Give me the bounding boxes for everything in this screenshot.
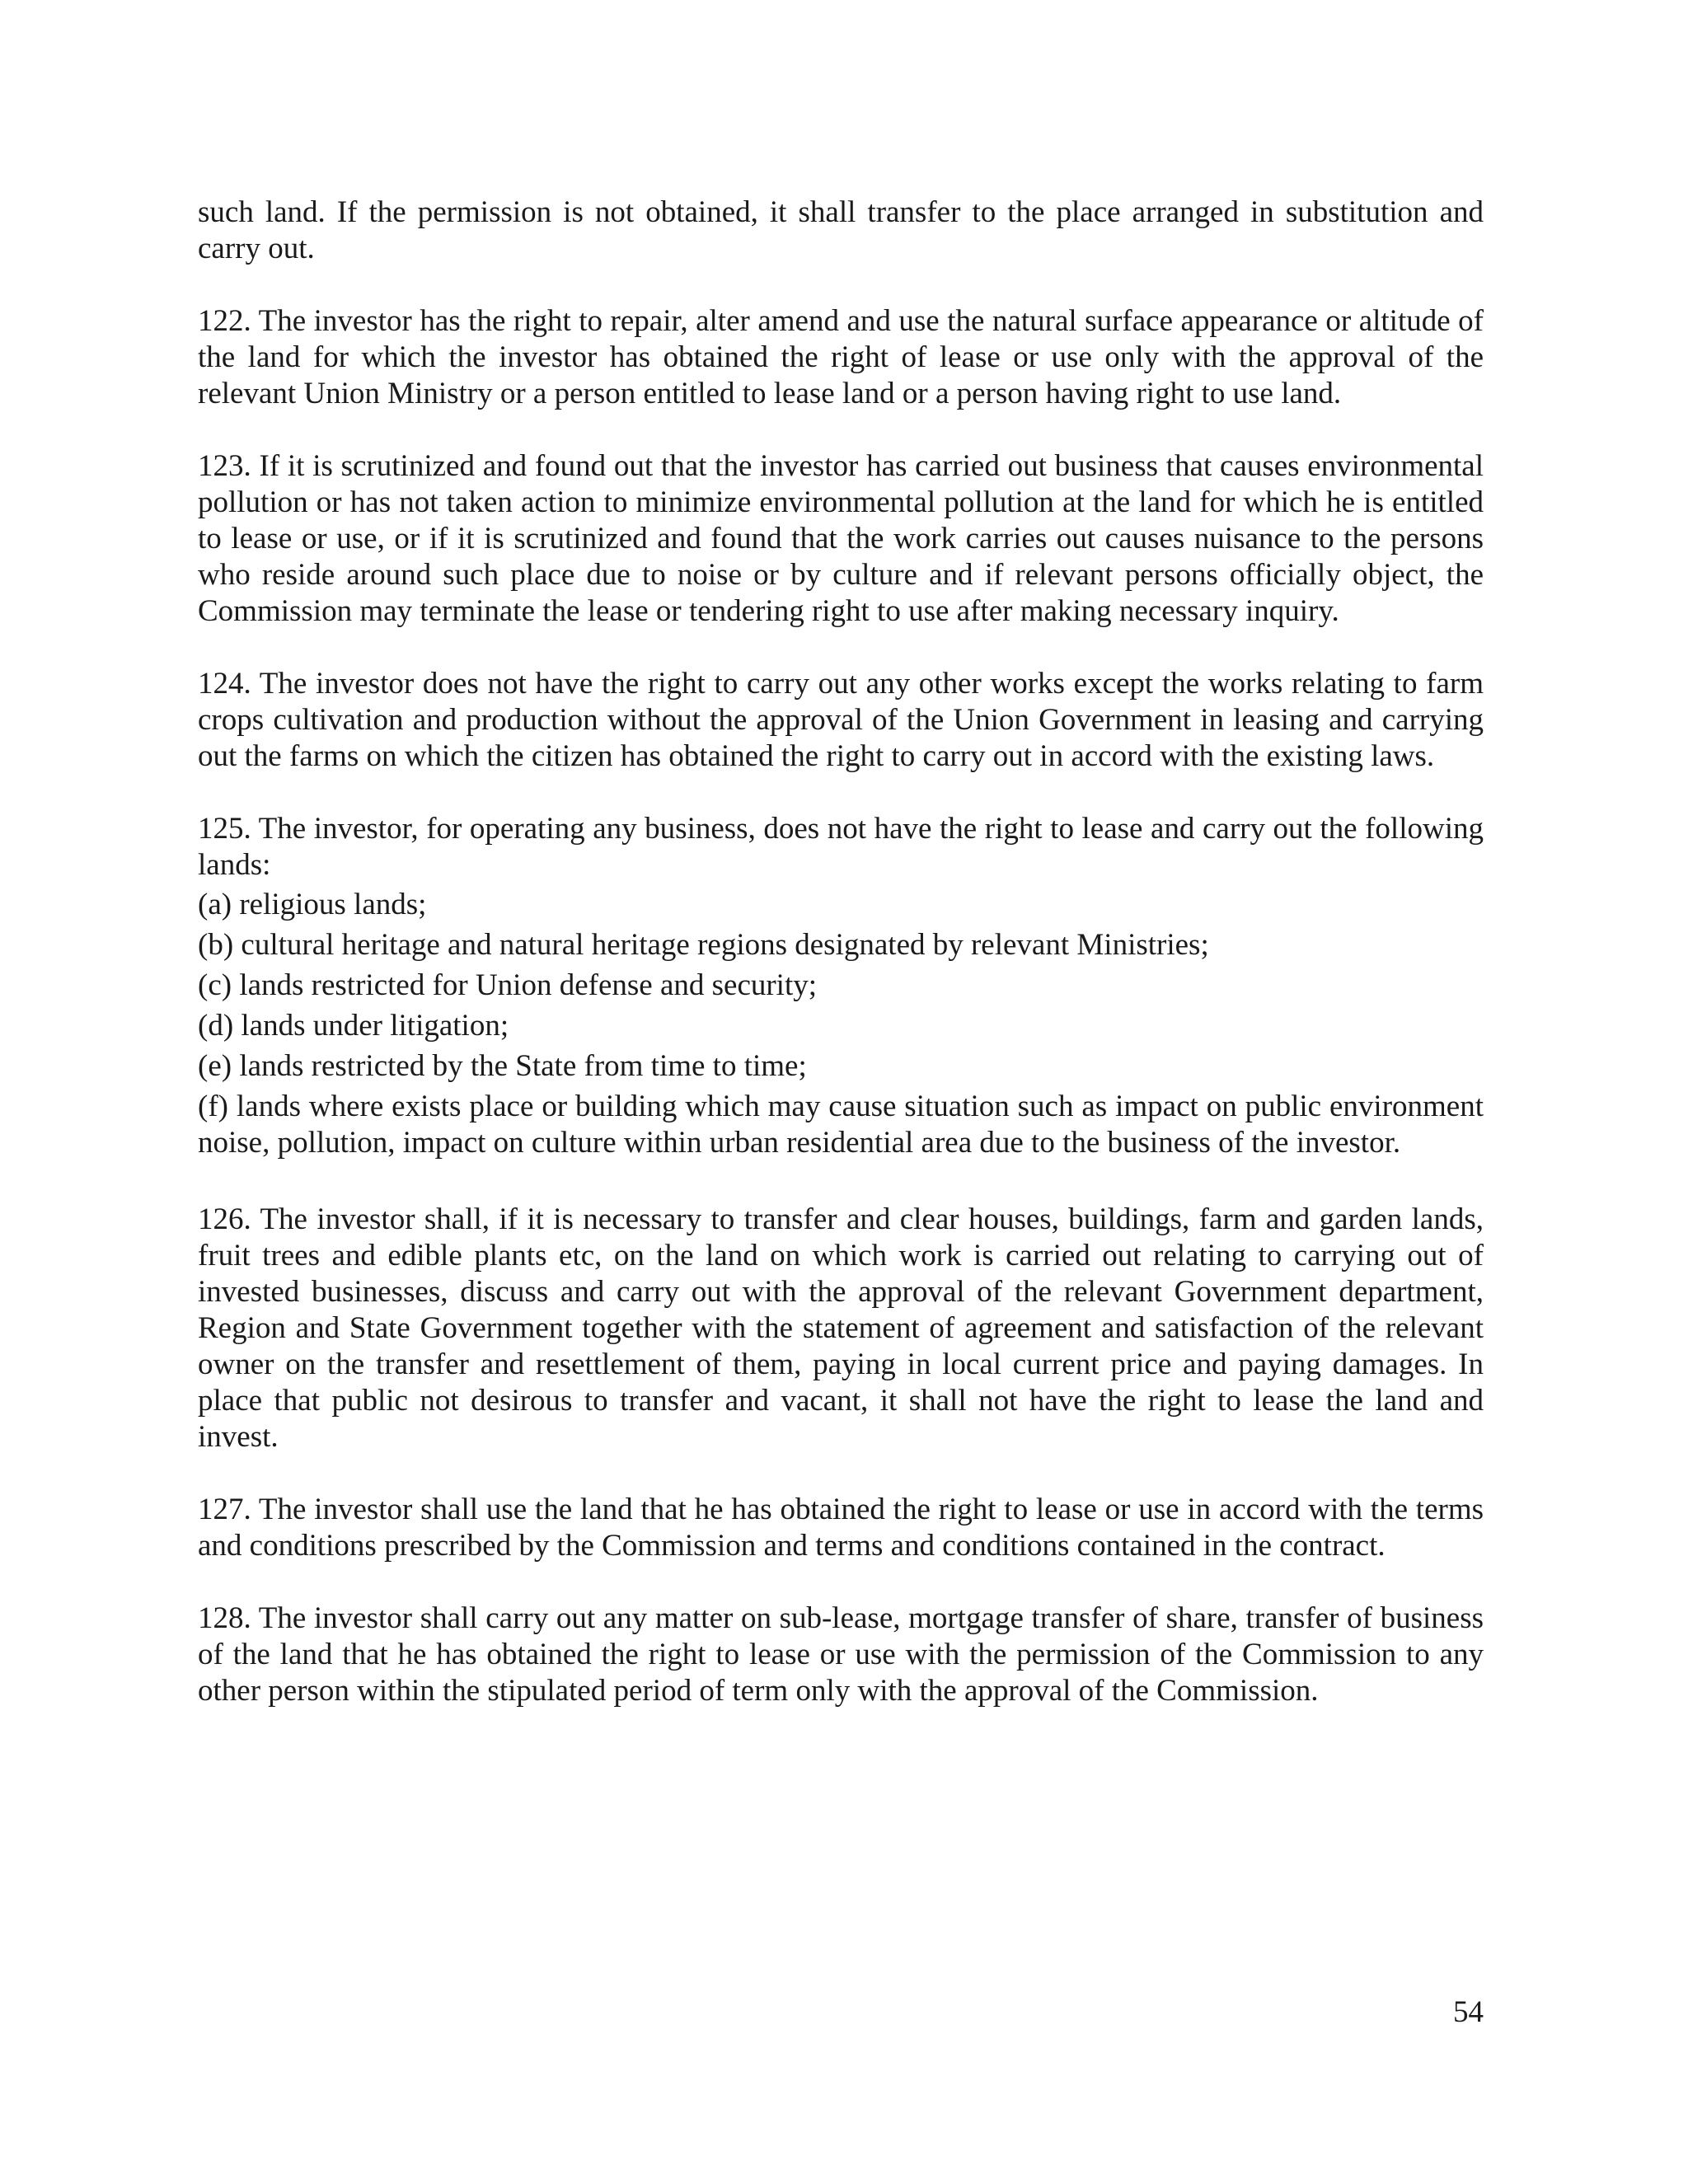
paragraph-127: 127. The investor shall use the land that he has obtained the right to lease or use in accord with the terms and conditions prescribed by the Commission and terms and conditions contained in the contract. bbox=[198, 1493, 1484, 1563]
paragraph-125: 125. The investor, for operating any business, does not have the right to lease and carry out the following lands: bbox=[198, 812, 1484, 882]
paragraph-123: 123. If it is scrutinized and found out that the investor has carried out business that causes environmental pollution or has not taken action to minimize environmental pollution at the land for which he is entitled to lease or use, or if it is scrutinized and found that the work carries out causes nuisance to the persons who reside around such place due to noise or by culture and if relevant persons officially object, the Commission may terminate the lease or tendering right to use after making necessary inquiry. bbox=[198, 449, 1484, 628]
list-item: (d) lands under litigation; bbox=[198, 1009, 509, 1043]
restricted-lands-list bbox=[198, 887, 1484, 1165]
list-item: (e) lands restricted by the State from time to time; bbox=[198, 1049, 807, 1083]
paragraph-126: 126. The investor shall, if it is necessary to transfer and clear houses, buildings, farm and garden lands, fruit trees and edible plants etc, on the land on which work is carried out relating to carrying out of invested businesses, discuss and carry out with the approval of the relevant Government department, Region and State Government together with the statement of agreement and satisfaction of the relevant owner on the transfer and resettlement of them, paying in local current price and paying damages. In place that public not desirous to transfer and vacant, it shall not have the right to lease the land and invest. bbox=[198, 1202, 1484, 1454]
list-item: (a) religious lands; bbox=[198, 888, 427, 921]
page-number: 54 bbox=[1453, 1995, 1484, 2029]
list-item: (b) cultural heritage and natural heritage regions designated by relevant Ministries; bbox=[198, 928, 1209, 962]
paragraph-124: 124. The investor does not have the right to carry out any other works except the works relating to farm crops cultivation and production without the approval of the Union Government in leasing and carrying out the farms on which the citizen has obtained the right to carry out in accord with the existing laws. bbox=[198, 667, 1484, 773]
paragraph-continuation: such land. If the permission is not obtained, it shall transfer to the place arranged in substitution and carry out. bbox=[198, 195, 1484, 265]
paragraph-122: 122. The investor has the right to repair, alter amend and use the natural surface appearance or altitude of the land for which the investor has obtained the right of lease or use only with the approval of the relevant Union Ministry or a person entitled to lease land or a person having right to use land. bbox=[198, 304, 1484, 410]
document-body bbox=[198, 194, 1484, 1746]
paragraph-128: 128. The investor shall carry out any matter on sub-lease, mortgage transfer of share, transfer of business of the land that he has obtained the right to lease or use with the permission of the Commission to any other person within the stipulated period of term only with the approval of the Commission. bbox=[198, 1601, 1484, 1708]
list-item: (f) lands where exists place or building which may cause situation such as impact on public environment noise, pollution, impact on culture within urban residential area due to the business of the investor. bbox=[198, 1090, 1484, 1160]
list-item: (c) lands restricted for Union defense and security; bbox=[198, 968, 818, 1002]
